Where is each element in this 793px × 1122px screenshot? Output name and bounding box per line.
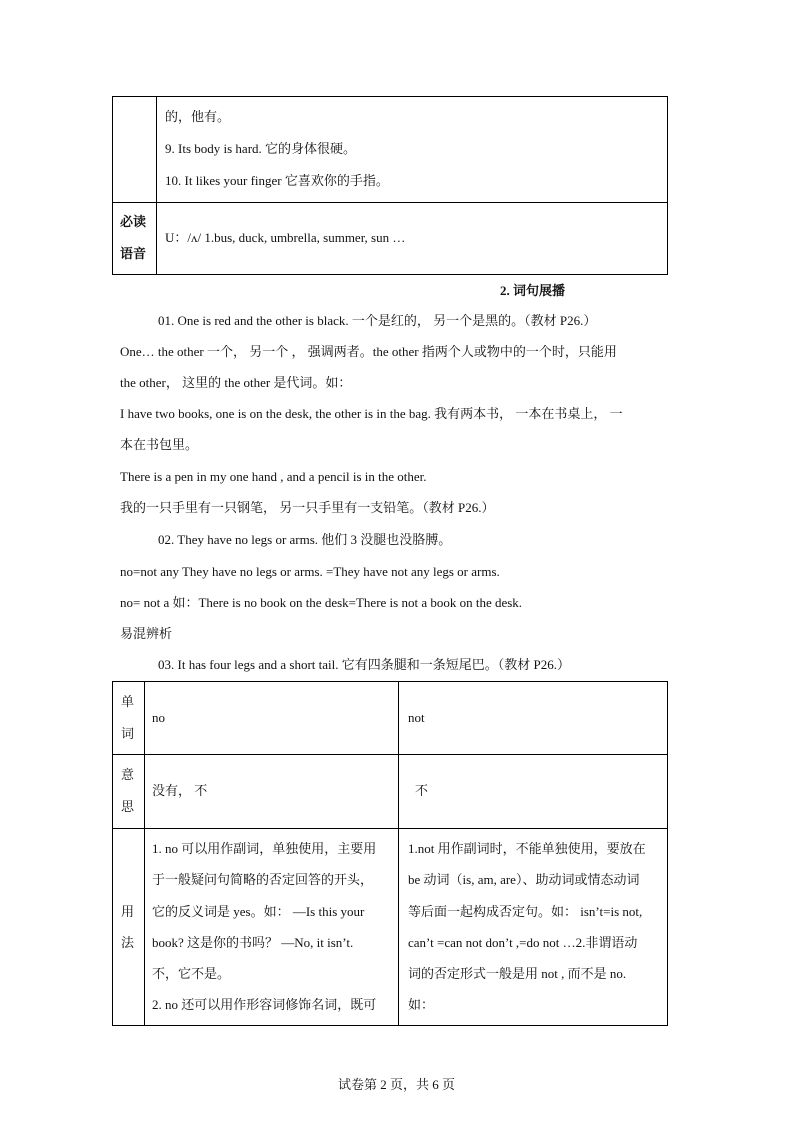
top-table-border xyxy=(112,96,668,97)
table-cell-text: 9. Its body is hard. 它的身体很硬。 xyxy=(165,141,357,156)
table-cell-text: not xyxy=(408,710,425,725)
table-cell-text: 词的否定形式一般是用 not , 而不是 no. xyxy=(408,966,627,981)
table-cell-text: 2. no 还可以用作形容词修饰名词，既可 xyxy=(152,997,377,1012)
compare-table-border xyxy=(112,1025,668,1026)
table-cell-text: 10. It likes your finger 它喜欢你的手指。 xyxy=(165,173,389,188)
table-cell-text: no xyxy=(152,710,165,725)
paragraph: 02. They have no legs or arms. 他们 3 没腿也没胳膊。 xyxy=(158,532,452,547)
paragraph: 易混辨析 xyxy=(120,626,173,641)
paragraph: 01. One is red and the other is black. 一个是红的， 另一个是黑的。（教材 P26.） xyxy=(158,313,597,328)
paragraph: no= not a 如：There is no book on the desk=There is not a book on the desk. xyxy=(120,595,523,610)
row-label: 思 xyxy=(121,799,135,814)
paragraph: 我的一只手里有一只钢笔， 另一只手里有一支铅笔。（教材 P26.） xyxy=(120,500,495,515)
row-label: 词 xyxy=(121,726,135,741)
compare-table-border xyxy=(112,681,113,1026)
top-table-border xyxy=(667,96,668,275)
paragraph: no=not any They have no legs or arms. =They have not any legs or arms. xyxy=(120,564,500,579)
table-cell-text: U：/ʌ/ 1.bus, duck, umbrella, summer, sun … xyxy=(165,230,406,245)
compare-table-border xyxy=(667,681,668,1026)
table-cell-text: be 动词（is, am, are）、助动词或情态动词 xyxy=(408,872,640,887)
compare-table-border xyxy=(112,754,668,755)
row-label: 意 xyxy=(121,767,135,782)
row-label: 语音 xyxy=(120,246,147,261)
table-cell-text: can’t =can not don’t ,=do not …2.非谓语动 xyxy=(408,935,638,950)
paragraph: the other， 这里的 the other 是代词。如： xyxy=(120,375,352,390)
table-cell-text: 它的反义词是 yes。如： —Is this your xyxy=(152,904,365,919)
section-heading: 2. 词句展播 xyxy=(500,283,566,298)
compare-table-border xyxy=(112,828,668,829)
top-table-border xyxy=(156,96,157,275)
table-cell-text: 于一般疑问句简略的否定回答的开头， xyxy=(152,872,374,887)
top-table-border xyxy=(112,274,668,275)
paragraph: 03. It has four legs and a short tail. 它有四条腿和一条短尾巴。（教材 P26.） xyxy=(158,657,570,672)
row-label: 用 xyxy=(121,904,135,919)
row-label: 必读 xyxy=(120,214,147,229)
table-cell-text: book? 这是你的书吗？ —No, it isn’t. xyxy=(152,935,354,950)
row-label: 单 xyxy=(121,694,135,709)
paragraph: There is a pen in my one hand , and a pencil is in the other. xyxy=(120,469,427,484)
table-cell-text: 没有， 不 xyxy=(152,783,208,798)
page-footer: 试卷第 2 页，共 6 页 xyxy=(337,1077,455,1092)
top-table-border xyxy=(112,202,668,203)
table-cell-text: 的，他有。 xyxy=(165,109,231,124)
top-table-border xyxy=(112,96,113,275)
row-label: 法 xyxy=(121,935,135,950)
table-cell-text: 等后面一起构成否定句。如： isn’t=is not, xyxy=(408,904,643,919)
table-cell-text: 如： xyxy=(408,997,435,1012)
table-cell-text: 1. no 可以用作副词，单独使用，主要用 xyxy=(152,841,377,856)
paragraph: I have two books, one is on the desk, the other is in the bag. 我有两本书， 一本在书桌上， 一 xyxy=(120,406,623,421)
compare-table-border xyxy=(144,681,145,1026)
paragraph: One… the other 一个， 另一个 ， 强调两者。the other 指两个人或物中的一个时，只能用 xyxy=(120,344,617,359)
table-cell-text: 1.not 用作副词时，不能单独使用，要放在 xyxy=(408,841,646,856)
compare-table-border xyxy=(398,681,399,1026)
table-cell-text: 不，它不是。 xyxy=(152,966,231,981)
table-cell-text: 不 xyxy=(415,783,429,798)
compare-table-border xyxy=(112,681,668,682)
paragraph: 本在书包里。 xyxy=(120,437,199,452)
